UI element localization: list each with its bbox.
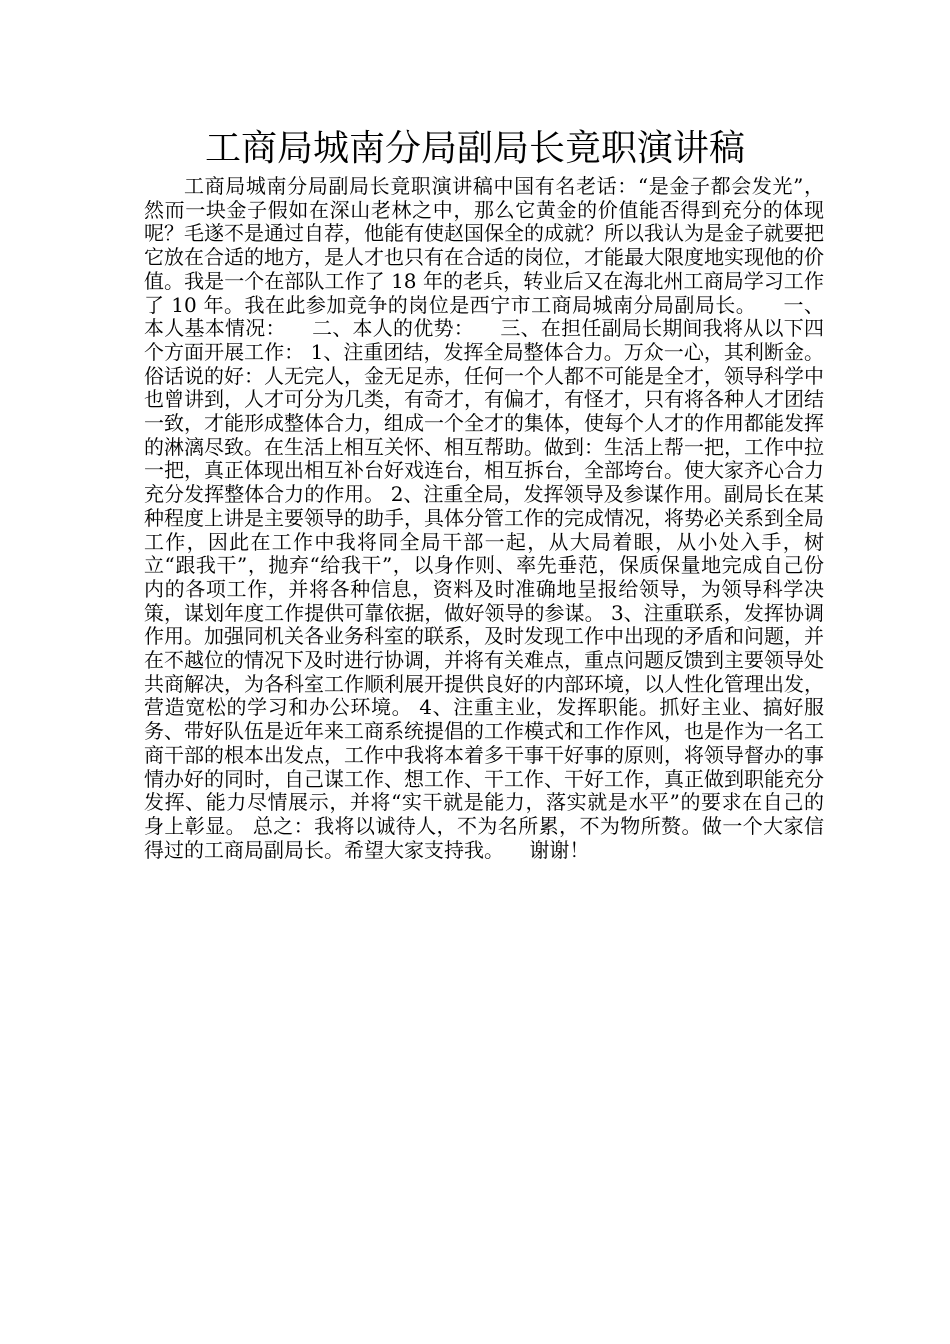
document-body-paragraph: 工商局城南分局副局长竟职演讲稿中国有名老话：“是金子都会发光”，然而一块金子假如在深山老林之中，那么它黄金的价值能否得到充分的体现呢？毛遂不是通过自荐，他能有使赵国保全的成就？所以我认为是金子就要把它放在合适的地方，是人才也只有在合适的岗位，才能最大限度地实现他的价值。我是一个在部队工作了 18 年的老兵，转业后又在海北州工商局学习工作了 10 年。我在此参加竞争的岗位是西宁市工商局城南分局副局长。 一、本人基本情况： 二、本人的优势： 三、在担任副局长期间我将从以下四个方面开展工作： 1、注重团结，发挥全局整体合力。万众一心，其利断金。俗话说的好：人无完人，金无足赤，任何一个人都不可能是全才，领导科学中也曾讲到，人才可分为几类，有奇才，有偏才，有怪才，只有将各种人才团结一致，才能形成整体合力，组成一个全才的集体，使每个人才的作用都能发挥的淋漓尽致。在生活上相互关怀、相互帮助。做到：生活上帮一把，工作中拉一把，真正体现出相互补台好戏连台，相互拆台，全部垮台。使大家齐心合力充分发挥整体合力的作用。 2、注重全局，发挥领导及参谋作用。副局长在某种程度上讲是主要领导的助手，具体分管工作的完成情况，将势必关系到全局工作，因此在工作中我将同全局干部一起，从大局着眼，从小处入手，树立“跟我干”，抛弃“给我干”，以身作则、率先垂范，保质保量地完成自己份内的各项工作，并将各种信息，资料及时准确地呈报给领导，为领导科学决策，谋划年度工作提供可靠依据，做好领导的参谋。 3、注重联系，发挥协调作用。加强同机关各业务科室的联系，及时发现工作中出现的矛盾和问题，并在不越位的情况下及时进行协调，并将有关难点，重点问题反馈到主要领导处共商解决，为各科室工作顺利展开提供良好的内部环境，以人性化管理出发，营造宽松的学习和办公环境。 4、注重主业，发挥职能。抓好主业、搞好服务、带好队伍是近年来工商系统提倡的工作模式和工作作风，也是作为一名工商干部的根本出发点，工作中我将本着多干事干好事的原则，将领导督办的事情办好的同时，自己谋工作、想工作、干工作、干好工作，真正做到职能充分发挥、能力尽情展示，并将“实干就是能力，落实就是水平”的要求在自己的身上彰显。 总之：我将以诚待人，不为名所累，不为物所赘。做一个大家信得过的工商局副局长。希望大家支持我。 谢谢！ [144,174,824,862]
document-title: 工商局城南分局副局长竟职演讲稿 [204,128,745,169]
